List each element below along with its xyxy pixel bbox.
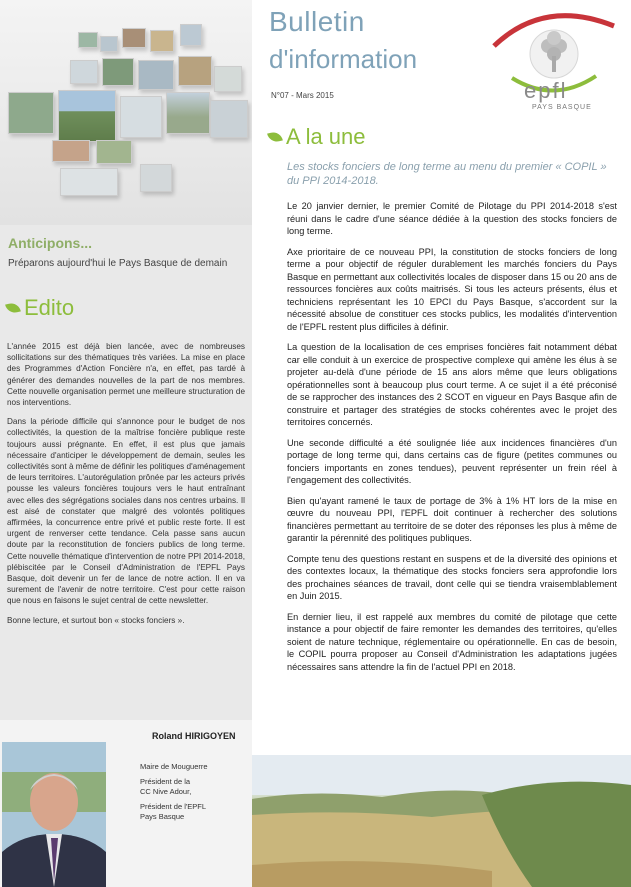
article-paragraph: En dernier lieu, il est rappelé aux membres du comité de pilotage que cette instance a pour objectif de faire remonter les demandes des territoires, qu'elles soient de nature technique, réglementaire ou opérationnelle. En cas de besoin, le COPIL pourra proposer au Conseil d'Administration les adaptations jugées nécessaires sans attendre la fin de l'actuel PPI en 2018. bbox=[287, 611, 617, 672]
a-la-une-title: A la une bbox=[286, 124, 366, 149]
landscape-photo bbox=[252, 755, 631, 887]
article-paragraph: Bien qu'ayant ramené le taux de portage de 3% à 1% HT lors de la mise en œuvre du nouveau PPI, l'EPFL doit continuer à rechercher des solutions financières permettant au territoire de se doter des réponses les plus à même de garantir la pérennité des politiques publiques. bbox=[287, 495, 617, 543]
article-subtitle: Les stocks fonciers de long terme au menu du premier « COPIL » du PPI 2014-2018. bbox=[287, 161, 607, 187]
leaf-icon bbox=[267, 131, 283, 144]
issue-number: N°07 - Mars 2015 bbox=[271, 91, 334, 100]
article-paragraph: Une seconde difficulté a été soulignée liée aux incidences financières d'un portage de long terme qui, dans certains cas de figure (petites communes ou fonciers importants en zones tendues), peuvent représenter un frein réel à l'engagement des collectivités. bbox=[287, 437, 617, 485]
article-body bbox=[287, 200, 617, 681]
logo-subtext: PAYS BASQUE bbox=[532, 104, 592, 111]
edito-paragraph: Bonne lecture, et surtout bon « stocks fonciers ». bbox=[7, 615, 185, 625]
bulletin-subtitle: d'information bbox=[269, 44, 418, 74]
signature-role: Président de l'EPFL bbox=[140, 802, 207, 811]
edito-title: Edito bbox=[24, 295, 75, 320]
signature-role: Maire de Mouguerre bbox=[140, 762, 208, 771]
article-paragraph: Compte tenu des questions restant en suspens et de la diversité des opinions et des contextes locaux, la thématique des stocks fonciers sera approfondie lors des prochaines séances de travail, dont celle qui se tiendra vraisemblablement en Juin 2015. bbox=[287, 553, 617, 601]
header-collage-image bbox=[0, 0, 252, 225]
anticipons-subheading: Préparons aujourd'hui le Pays Basque de demain bbox=[8, 258, 228, 269]
edito-paragraph: Dans la période difficile qui s'annonce pour le budget de nos collectivités, la question de la maîtrise foncière publique reste toujours aussi prégnante. En effet, il est plus que jamais nécessaire d'anticiper le développement de demain, seules les collectivités sont à même de définir les politiques d'aménagement de leurs territoires. L'autorégulation prônée par les acteurs privés pousse les valeurs foncières toujours vers le haut entraînant avec elles des ségrégations sociales dans nos centres urbains. Il est aisé de constater que malgré des volontés politiques affirmées, la concurrence entre privé et public reste forte. Il est urgent de renverser cette tendance. Cela passe sans aucun doute par la reconstitution de fonciers publics de long terme. Cette nouvelle thématique d'intervention de notre PPI 2014-2018, plébiscitée par le Conseil d'Administration de l'EPFL Pays Basque, doit devenir un fer de lance de notre action. Il en va surement de l'avenir de notre territoire. C'est pour cette raison que nous en faisons le sujet central de cette newsletter. bbox=[7, 417, 245, 606]
article-paragraph: Axe prioritaire de ce nouveau PPI, la constitution de stocks fonciers de long terme a pour objectif de réguler durablement les marchés fonciers du Pays Basque en permettant aux collectivités locales de disposer dans 15 ou 20 ans de ressources foncières aux coûts maitrisés. Si tous les acteurs présents, élus et techniciens représentant les 10 EPCI du Pays Basque, s'accordent sur la nécessité absolue de constituer ces stocks publics, les modalités d'intervention de l'EPFL restent plus difficiles à définir. bbox=[287, 246, 617, 332]
article-paragraph: La question de la localisation de ces emprises foncières fait notamment débat car elle conduit à un exercice de prospective complexe qui amène les élus à se projeter au-delà d'une période de 15 ans alors même que leurs obligations opérationnelles sont à beaucoup plus court terme. A ce sujet il a été préconisé de se rapprocher des instances des 2 SCOT en vigueur en Pays Basque afin de construire et partager des stratégies de stocks cohérentes avec le projet des territoires concernés. bbox=[287, 342, 617, 427]
a-la-une-heading bbox=[268, 124, 366, 150]
bulletin-title: Bulletin bbox=[269, 6, 365, 37]
signature-role: CC Nive Adour, bbox=[140, 787, 192, 796]
epfl-logo bbox=[484, 6, 624, 116]
edito-text bbox=[7, 341, 245, 634]
author-portrait bbox=[2, 742, 106, 887]
signature-name: Roland HIRIGOYEN bbox=[152, 731, 236, 741]
edito-heading bbox=[6, 295, 74, 321]
signature-role: Pays Basque bbox=[140, 812, 185, 821]
leaf-icon bbox=[5, 302, 21, 315]
signature-role: Président de la bbox=[140, 777, 191, 786]
logo-text: epfl bbox=[524, 78, 568, 103]
edito-paragraph: L'année 2015 est déjà bien lancée, avec de nombreuses sollicitations sur des thématiques très variées. La mise en place des Programmes d'Action Foncière n'a, en effet, pas tardé à générer des demandes nouvelles de la part de nos membres. Cette nouvelle organisation permet une meilleure structuration de nos interventions. bbox=[7, 342, 245, 408]
anticipons-heading: Anticipons... bbox=[8, 235, 92, 251]
article-paragraph: Le 20 janvier dernier, le premier Comité de Pilotage du PPI 2014-2018 s'est réuni dans le cadre d'une séance dédiée à la question des stocks fonciers de long terme. bbox=[287, 201, 617, 236]
